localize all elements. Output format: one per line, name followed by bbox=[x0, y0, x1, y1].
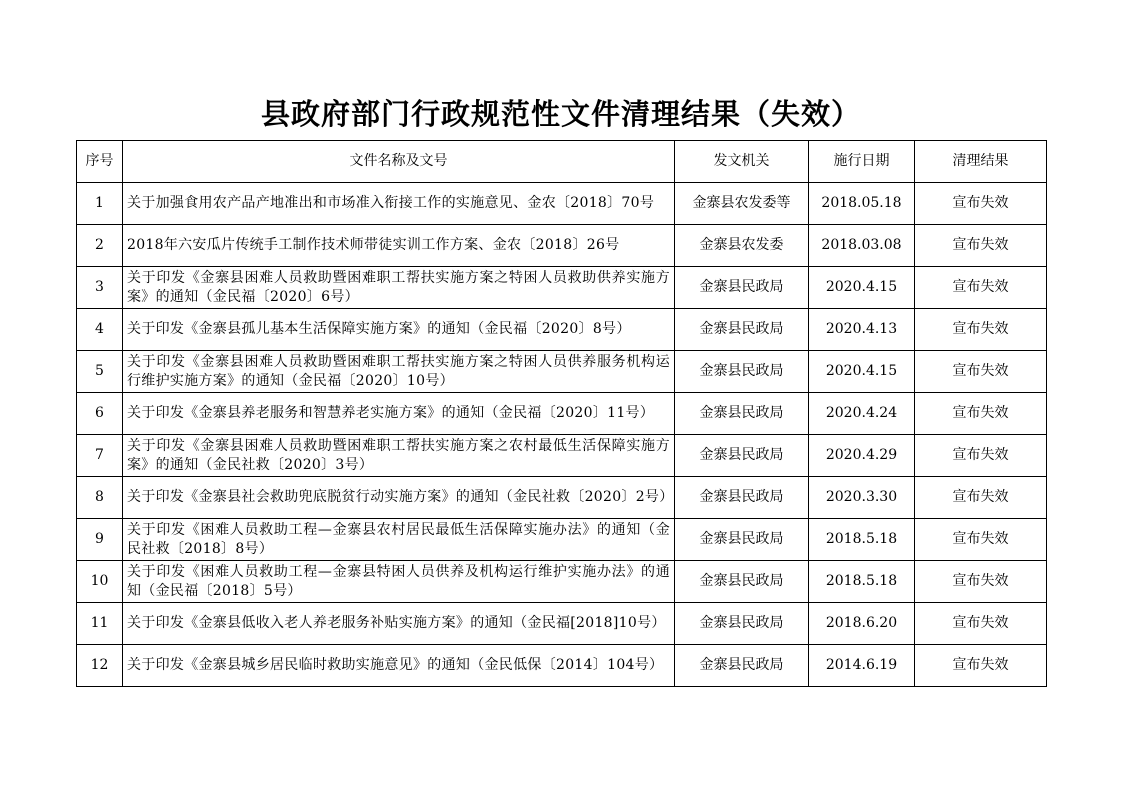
row-result: 宣布失效 bbox=[915, 309, 1047, 351]
header-name: 文件名称及文号 bbox=[123, 141, 675, 183]
row-date: 2020.4.15 bbox=[809, 267, 915, 309]
row-agency: 金寨县民政局 bbox=[675, 519, 809, 561]
row-date: 2018.5.18 bbox=[809, 519, 915, 561]
row-no: 8 bbox=[77, 477, 123, 519]
row-result: 宣布失效 bbox=[915, 435, 1047, 477]
row-date: 2018.03.08 bbox=[809, 225, 915, 267]
row-result: 宣布失效 bbox=[915, 645, 1047, 687]
row-date: 2020.4.15 bbox=[809, 351, 915, 393]
row-name: 关于印发《金寨县社会救助兜底脱贫行动实施方案》的通知（金民社救〔2020〕2号） bbox=[123, 477, 675, 519]
table-row bbox=[77, 309, 1047, 351]
row-result: 宣布失效 bbox=[915, 183, 1047, 225]
row-agency: 金寨县民政局 bbox=[675, 477, 809, 519]
row-agency: 金寨县民政局 bbox=[675, 309, 809, 351]
table-row bbox=[77, 645, 1047, 687]
table-row bbox=[77, 183, 1047, 225]
table-row bbox=[77, 351, 1047, 393]
row-result: 宣布失效 bbox=[915, 603, 1047, 645]
header-no: 序号 bbox=[77, 141, 123, 183]
page-title: 县政府部门行政规范性文件清理结果（失效） bbox=[260, 97, 861, 131]
table-row bbox=[77, 477, 1047, 519]
row-no: 3 bbox=[77, 267, 123, 309]
table-row bbox=[77, 267, 1047, 309]
row-agency: 金寨县民政局 bbox=[675, 561, 809, 603]
table-header-row bbox=[77, 141, 1047, 183]
table-row bbox=[77, 603, 1047, 645]
row-date: 2018.5.18 bbox=[809, 561, 915, 603]
row-result: 宣布失效 bbox=[915, 351, 1047, 393]
row-date: 2018.6.20 bbox=[809, 603, 915, 645]
row-name: 关于印发《金寨县困难人员救助暨困难职工帮扶实施方案之农村最低生活保障实施方案》的通知（金民社救〔2020〕3号） bbox=[123, 435, 675, 477]
header-result: 清理结果 bbox=[915, 141, 1047, 183]
row-name: 关于印发《困难人员救助工程—金寨县农村居民最低生活保障实施办法》的通知（金民社救〔2018〕8号） bbox=[123, 519, 675, 561]
row-result: 宣布失效 bbox=[915, 225, 1047, 267]
row-name: 关于印发《金寨县孤儿基本生活保障实施方案》的通知（金民福〔2020〕8号） bbox=[123, 309, 675, 351]
row-name: 关于印发《金寨县低收入老人养老服务补贴实施方案》的通知（金民福[2018]10号） bbox=[123, 603, 675, 645]
row-agency: 金寨县民政局 bbox=[675, 267, 809, 309]
row-no: 6 bbox=[77, 393, 123, 435]
row-no: 7 bbox=[77, 435, 123, 477]
row-agency: 金寨县民政局 bbox=[675, 351, 809, 393]
row-no: 9 bbox=[77, 519, 123, 561]
row-date: 2020.4.13 bbox=[809, 309, 915, 351]
row-result: 宣布失效 bbox=[915, 519, 1047, 561]
row-no: 11 bbox=[77, 603, 123, 645]
row-date: 2020.4.29 bbox=[809, 435, 915, 477]
row-date: 2020.3.30 bbox=[809, 477, 915, 519]
row-date: 2014.6.19 bbox=[809, 645, 915, 687]
row-date: 2020.4.24 bbox=[809, 393, 915, 435]
row-name: 关于印发《金寨县困难人员救助暨困难职工帮扶实施方案之特困人员供养服务机构运行维护实施方案》的通知（金民福〔2020〕10号） bbox=[123, 351, 675, 393]
row-name: 关于加强食用农产品产地准出和市场准入衔接工作的实施意见、金农〔2018〕70号 bbox=[123, 183, 675, 225]
row-result: 宣布失效 bbox=[915, 561, 1047, 603]
row-result: 宣布失效 bbox=[915, 267, 1047, 309]
table-row bbox=[77, 393, 1047, 435]
row-no: 12 bbox=[77, 645, 123, 687]
row-no: 1 bbox=[77, 183, 123, 225]
header-agency: 发文机关 bbox=[675, 141, 809, 183]
header-date: 施行日期 bbox=[809, 141, 915, 183]
row-agency: 金寨县民政局 bbox=[675, 603, 809, 645]
row-name: 关于印发《困难人员救助工程—金寨县特困人员供养及机构运行维护实施办法》的通知（金民福〔2018〕5号） bbox=[123, 561, 675, 603]
row-no: 2 bbox=[77, 225, 123, 267]
row-agency: 金寨县农发委等 bbox=[675, 183, 809, 225]
row-no: 5 bbox=[77, 351, 123, 393]
results-table bbox=[76, 140, 1047, 687]
table-row bbox=[77, 435, 1047, 477]
row-agency: 金寨县农发委 bbox=[675, 225, 809, 267]
row-no: 4 bbox=[77, 309, 123, 351]
table-row bbox=[77, 519, 1047, 561]
row-name: 关于印发《金寨县养老服务和智慧养老实施方案》的通知（金民福〔2020〕11号） bbox=[123, 393, 675, 435]
table-row bbox=[77, 561, 1047, 603]
row-name: 关于印发《金寨县城乡居民临时救助实施意见》的通知（金民低保〔2014〕104号） bbox=[123, 645, 675, 687]
table-row bbox=[77, 225, 1047, 267]
row-name: 关于印发《金寨县困难人员救助暨困难职工帮扶实施方案之特困人员救助供养实施方案》的通知（金民福〔2020〕6号） bbox=[123, 267, 675, 309]
row-result: 宣布失效 bbox=[915, 393, 1047, 435]
row-result: 宣布失效 bbox=[915, 477, 1047, 519]
row-no: 10 bbox=[77, 561, 123, 603]
row-date: 2018.05.18 bbox=[809, 183, 915, 225]
row-agency: 金寨县民政局 bbox=[675, 435, 809, 477]
row-name: 2018年六安瓜片传统手工制作技术师带徒实训工作方案、金农〔2018〕26号 bbox=[123, 225, 675, 267]
row-agency: 金寨县民政局 bbox=[675, 645, 809, 687]
row-agency: 金寨县民政局 bbox=[675, 393, 809, 435]
